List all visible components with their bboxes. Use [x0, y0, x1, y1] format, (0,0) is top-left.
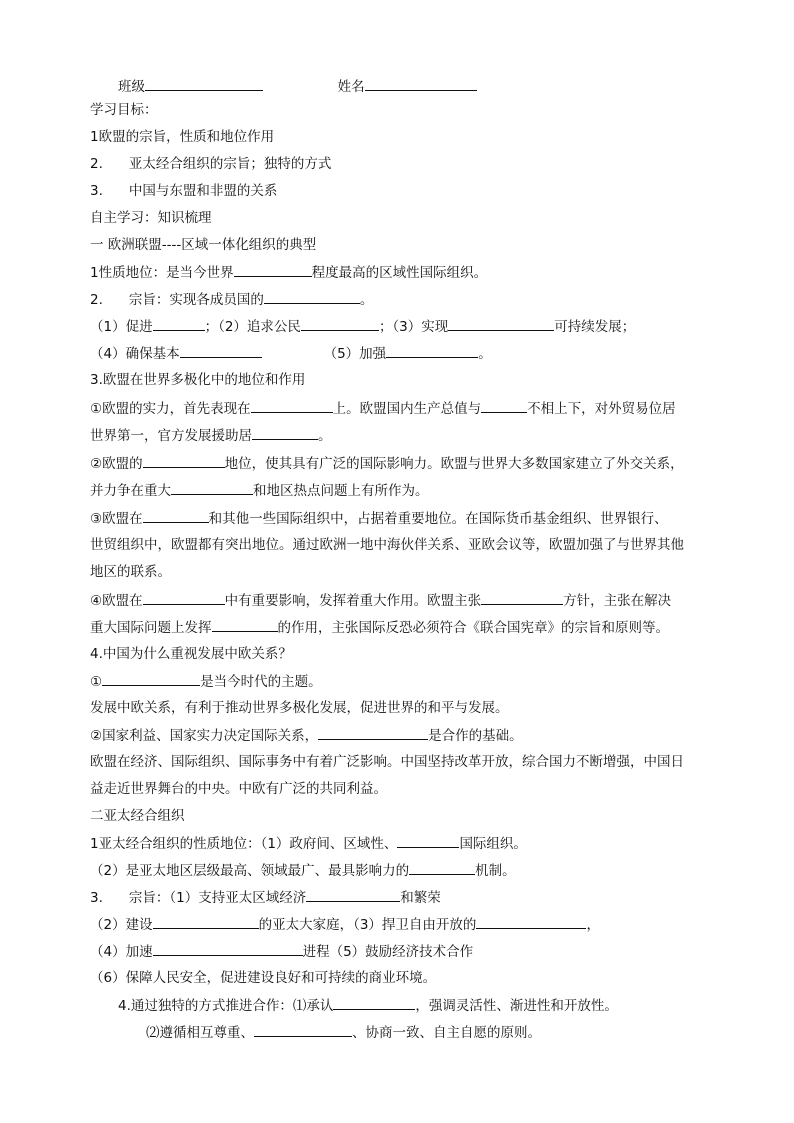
blank[interactable] [386, 343, 478, 358]
blank[interactable] [251, 398, 333, 413]
eu-purpose-items-2: （4）确保基本 （5）加强 。 [90, 343, 492, 364]
blank[interactable] [333, 995, 415, 1010]
class-name-header [118, 76, 477, 97]
apec-nature-1: 1亚太经合组织的性质地位：（1）政府间、区域性、 国际组织。 [90, 833, 527, 854]
eu-role-3b: 世贸组织中，欧盟都有突出地位。通过欧洲一地中海伙伴关系、亚欧会议等，欧盟加强了与世界其他 [90, 537, 684, 553]
objective-1: 1欧盟的宗旨，性质和地位作用 [90, 129, 275, 145]
class-label: 班级 [118, 79, 145, 95]
eu-role-title: 3.欧盟在世界多极化中的地位和作用 [90, 372, 306, 388]
eu-role-3a: ③欧盟在 和其他一些国际组织中，占据着重要地位。在国际货币基金组织、世界银行、 [90, 508, 668, 529]
apec-section-title: 二亚太经合组织 [90, 808, 185, 824]
objective-2: 2. 亚太经合组织的宗旨；独特的方式 [90, 156, 332, 172]
eu-nature: 1性质地位：是当今世界 程度最高的区域性国际组织。 [90, 262, 487, 283]
eu-role-2a: ②欧盟的 地位，使其具有广泛的国际影响力。欧盟与世界大多数国家建立了外交关系， [90, 453, 684, 474]
blank[interactable] [171, 480, 253, 495]
blank[interactable] [254, 1022, 352, 1037]
blank[interactable] [102, 671, 200, 686]
class-blank[interactable] [145, 76, 263, 91]
blank[interactable] [143, 508, 209, 523]
eu-purpose: 2. 宗旨：实现各成员国的 。 [90, 289, 373, 310]
blank[interactable] [143, 453, 225, 468]
objectives-title: 学习目标： [90, 102, 158, 118]
self-study-title: 自主学习：知识梳理 [90, 210, 212, 226]
eu-role-1a: ①欧盟的实力，首先表现在 上。欧盟国内生产总值与 不相上下，对外贸易位居 [90, 398, 676, 419]
blank[interactable] [306, 887, 400, 902]
blank[interactable] [180, 343, 262, 358]
blank[interactable] [301, 316, 379, 331]
blank[interactable] [234, 262, 312, 277]
blank[interactable] [212, 617, 278, 632]
apec-way-2: ⑵遵循相互尊重、 、协商一致、自主自愿的原则。 [146, 1022, 541, 1043]
blank[interactable] [409, 860, 475, 875]
eu-purpose-items-1: （1）促进 ；（2）追求公民 ；（3）实现 可持续发展； [90, 316, 635, 337]
objective-3: 3. 中国与东盟和非盟的关系 [90, 183, 278, 199]
blank[interactable] [481, 398, 527, 413]
apec-purpose-3: （4）加速 进程（5）鼓励经济技术合作 [90, 941, 473, 962]
blank[interactable] [143, 590, 225, 605]
blank[interactable] [252, 425, 318, 440]
blank[interactable] [397, 833, 459, 848]
apec-purpose-1: 3. 宗旨：（1）支持亚太区域经济 和繁荣 [90, 887, 441, 908]
eu-role-3c: 地区的联系。 [90, 564, 171, 580]
cn-eu-title: 4.中国为什么重视发展中欧关系？ [90, 646, 292, 662]
eu-role-2b: 并力争在重大 和地区热点问题上有所作为。 [90, 480, 429, 501]
apec-purpose-4: （6）保障人民安全，促进建设良好和可持续的商业环境。 [90, 970, 437, 986]
cn-eu-2: 发展中欧关系，有利于推动世界多极化发展，促进世界的和平与发展。 [90, 700, 509, 716]
cn-eu-4: 欧盟在经济、国际组织、国际事务中有着广泛影响。中国坚持改革开放，综合国力不断增强，中国日 [90, 754, 684, 770]
blank[interactable] [264, 289, 360, 304]
blank[interactable] [448, 316, 554, 331]
blank[interactable] [318, 725, 428, 740]
name-blank[interactable] [365, 76, 477, 91]
blank[interactable] [481, 590, 563, 605]
apec-way-1: 4.通过独特的方式推进合作：⑴承认 ，强调灵活性、渐进性和开放性。 [118, 995, 618, 1016]
eu-section-title: 一 欧洲联盟----区域一体化组织的典型 [90, 237, 317, 253]
apec-nature-2: （2）是亚太地区层级最高、领域最广、最具影响力的 机制。 [90, 860, 516, 881]
blank[interactable] [153, 316, 205, 331]
eu-role-4a: ④欧盟在 中有重要影响，发挥着重大作用。欧盟主张 方针，主张在解决 [90, 590, 671, 611]
eu-role-1b: 世界第一，官方发展援助居 。 [90, 425, 332, 446]
apec-purpose-2: （2）建设 的亚太大家庭，（3）捍卫自由开放的 ， [90, 914, 600, 935]
name-label: 姓名 [337, 79, 365, 95]
cn-eu-1: ① 是当今时代的主题。 [90, 671, 322, 692]
blank[interactable] [476, 914, 586, 929]
cn-eu-5: 益走近世界舞台的中央。中欧有广泛的共同利益。 [90, 781, 387, 797]
cn-eu-3: ②国家利益、国家实力决定国际关系， 是合作的基础。 [90, 725, 523, 746]
eu-role-4b: 重大国际问题上发挥 的作用，主张国际反恐必须符合《联合国宪章》的宗旨和原则等。 [90, 617, 669, 638]
blank[interactable] [153, 914, 259, 929]
blank[interactable] [153, 941, 303, 956]
